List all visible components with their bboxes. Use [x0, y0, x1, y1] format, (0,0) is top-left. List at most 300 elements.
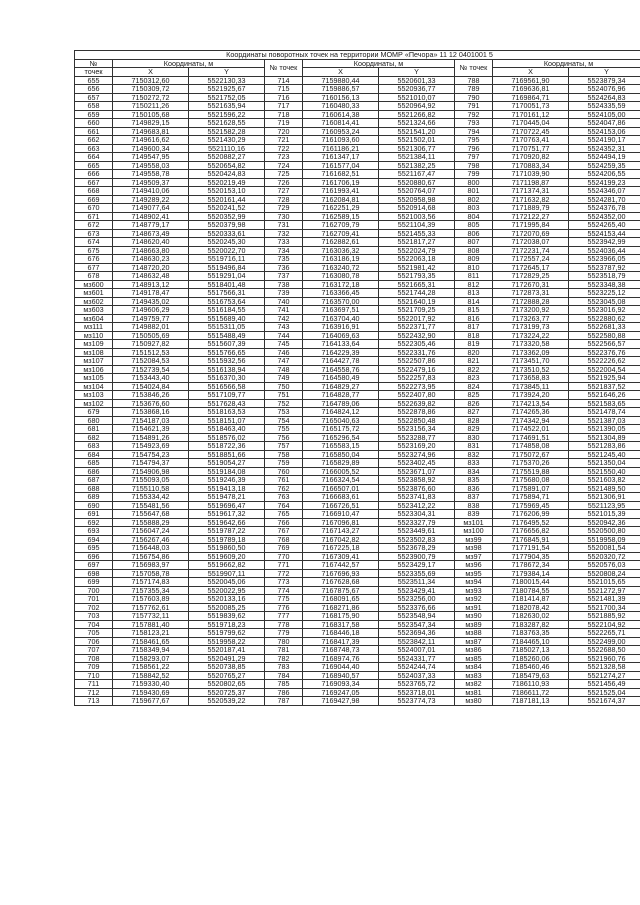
- cell-x: 7172122,27: [493, 212, 569, 221]
- cell-x: 7157732,11: [113, 612, 189, 621]
- cell-num: 829: [455, 425, 493, 434]
- cell-x: 7175969,45: [493, 501, 569, 510]
- cell-y: 5517628,43: [189, 399, 265, 408]
- cell-x: 7163704,40: [303, 314, 379, 323]
- header-y-2: Y: [379, 68, 455, 77]
- table-row: [75, 102, 640, 111]
- cell-num: 789: [455, 85, 493, 94]
- cell-y: 5523942,99: [569, 238, 640, 247]
- cell-num: 778: [265, 620, 303, 629]
- cell-x: 7176206,99: [493, 510, 569, 519]
- cell-x: 7148632,48: [113, 272, 189, 281]
- cell-num: 685: [75, 459, 113, 468]
- cell-x: 7148663,80: [113, 246, 189, 255]
- cell-num: мз108: [75, 348, 113, 357]
- cell-num: 831: [455, 442, 493, 451]
- cell-num: 727: [265, 187, 303, 196]
- cell-num: 695: [75, 544, 113, 553]
- cell-num: 721: [265, 136, 303, 145]
- cell-x: 7174342,94: [493, 416, 569, 425]
- cell-num: 796: [455, 144, 493, 153]
- cell-y: 5520133,16: [189, 595, 265, 604]
- cell-x: 7148779,17: [113, 221, 189, 230]
- cell-num: 830: [455, 433, 493, 442]
- cell-num: мз603: [75, 306, 113, 315]
- cell-num: 655: [75, 76, 113, 85]
- cell-num: 673: [75, 229, 113, 238]
- cell-y: 5521817,27: [379, 238, 455, 247]
- cell-y: 5523774,73: [379, 697, 455, 706]
- cell-y: 5518722,36: [189, 442, 265, 451]
- cell-num: 738: [265, 280, 303, 289]
- table-row: [75, 459, 640, 468]
- cell-x: 7175072,67: [493, 450, 569, 459]
- cell-x: 7168446,18: [303, 629, 379, 638]
- cell-x: 7175894,71: [493, 493, 569, 502]
- table-row: [75, 501, 640, 510]
- cell-x: 7159330,40: [113, 680, 189, 689]
- cell-y: 5518576,02: [189, 433, 265, 442]
- cell-x: 7169636,81: [493, 85, 569, 94]
- cell-x: 7161186,21: [303, 144, 379, 153]
- cell-x: 7165850,04: [303, 450, 379, 459]
- table-row: [75, 272, 640, 281]
- cell-num: 675: [75, 246, 113, 255]
- cell-x: 7170445,04: [493, 119, 569, 128]
- cell-y: 5521752,05: [189, 93, 265, 102]
- cell-y: 5518151,07: [189, 416, 265, 425]
- cell-num: мз105: [75, 374, 113, 383]
- cell-x: 7157058,78: [113, 569, 189, 578]
- cell-y: 5522580,88: [569, 331, 640, 340]
- cell-y: 5521272,97: [569, 586, 640, 595]
- cell-num: мз98: [455, 544, 493, 553]
- cell-y: 5519478,21: [189, 493, 265, 502]
- cell-x: 7170920,82: [493, 153, 569, 162]
- table-row: [75, 442, 640, 451]
- cell-x: 7161682,51: [303, 170, 379, 179]
- cell-x: 7162709,41: [303, 229, 379, 238]
- cell-y: 5521628,55: [189, 119, 265, 128]
- cell-y: 5518401,48: [189, 280, 265, 289]
- cell-x: 7158123,21: [113, 629, 189, 638]
- cell-num: 731: [265, 221, 303, 230]
- cell-y: 5520802,65: [189, 680, 265, 689]
- cell-x: 7166683,61: [303, 493, 379, 502]
- cell-x: 7168091,65: [303, 595, 379, 604]
- table-row: [75, 399, 640, 408]
- cell-x: 7156047,24: [113, 527, 189, 536]
- table-row: [75, 195, 640, 204]
- cell-x: 7171374,31: [493, 187, 569, 196]
- cell-y: 5516753,64: [189, 297, 265, 306]
- cell-x: 7150105,68: [113, 110, 189, 119]
- cell-y: 5523449,61: [379, 527, 455, 536]
- cell-y: 5521245,40: [569, 450, 640, 459]
- cell-y: 5519716,11: [189, 255, 265, 264]
- cell-x: 7163240,72: [303, 263, 379, 272]
- cell-num: мз84: [455, 663, 493, 672]
- cell-x: 7162251,29: [303, 204, 379, 213]
- table-row: [75, 76, 640, 85]
- cell-y: 5520654,82: [189, 161, 265, 170]
- cell-num: мз103: [75, 391, 113, 400]
- cell-num: мз600: [75, 280, 113, 289]
- table-row: [75, 561, 640, 570]
- cell-x: 7167096,81: [303, 518, 379, 527]
- cell-y: 5522407,80: [379, 391, 455, 400]
- cell-y: 5520153,10: [189, 187, 265, 196]
- cell-x: 7164829,27: [303, 382, 379, 391]
- cell-num: 680: [75, 416, 113, 425]
- cell-y: 5520491,29: [189, 654, 265, 663]
- cell-x: 7156754,86: [113, 552, 189, 561]
- cell-x: 7149410,06: [113, 187, 189, 196]
- cell-x: 7156983,97: [113, 561, 189, 570]
- cell-y: 5521003,56: [379, 212, 455, 221]
- cell-y: 5521010,07: [379, 93, 455, 102]
- cell-y: 5515311,05: [189, 323, 265, 332]
- cell-y: 5522878,86: [379, 408, 455, 417]
- cell-num: 837: [455, 493, 493, 502]
- table-row: [75, 680, 640, 689]
- cell-y: 5521350,04: [569, 459, 640, 468]
- cell-num: 788: [455, 76, 493, 85]
- cell-x: 7154891,26: [113, 433, 189, 442]
- cell-x: 7150927,82: [113, 340, 189, 349]
- cell-x: 7153443,40: [113, 374, 189, 383]
- cell-num: 764: [265, 501, 303, 510]
- cell-num: 816: [455, 314, 493, 323]
- cell-num: 823: [455, 374, 493, 383]
- cell-y: 5524352,00: [569, 212, 640, 221]
- cell-num: 736: [265, 263, 303, 272]
- table-row: [75, 187, 640, 196]
- cell-num: мз601: [75, 289, 113, 298]
- cell-y: 5522331,76: [379, 348, 455, 357]
- cell-x: 7163080,78: [303, 272, 379, 281]
- cell-x: 7160814,41: [303, 119, 379, 128]
- cell-y: 5521603,82: [569, 476, 640, 485]
- header-coords-2: Координаты, м: [303, 59, 455, 68]
- cell-y: 5515689,40: [189, 314, 265, 323]
- cell-x: 7172873,31: [493, 289, 569, 298]
- cell-y: 5518163,53: [189, 408, 265, 417]
- cell-num: 826: [455, 399, 493, 408]
- cell-y: 5520320,72: [569, 552, 640, 561]
- cell-y: 5516370,30: [189, 374, 265, 383]
- cell-y: 5520942,36: [569, 518, 640, 527]
- cell-x: 7149616,62: [113, 136, 189, 145]
- cell-x: 7175891,07: [493, 484, 569, 493]
- cell-y: 5521525,04: [569, 688, 640, 697]
- cell-y: 5523274,96: [379, 450, 455, 459]
- cell-y: 5523518,79: [569, 272, 640, 281]
- table-row: [75, 374, 640, 383]
- cell-y: 5521744,28: [379, 289, 455, 298]
- header-num-sub-1: точек: [75, 68, 113, 77]
- table-row: [75, 229, 640, 238]
- cell-num: мз106: [75, 365, 113, 374]
- cell-y: 5520022,70: [189, 246, 265, 255]
- cell-x: 7160480,33: [303, 102, 379, 111]
- cell-x: 7179384,14: [493, 569, 569, 578]
- cell-num: 759: [265, 459, 303, 468]
- cell-x: 7165175,72: [303, 425, 379, 434]
- cell-num: 832: [455, 450, 493, 459]
- header-row-bottom: [75, 68, 640, 77]
- cell-x: 7165296,54: [303, 433, 379, 442]
- cell-num: 716: [265, 93, 303, 102]
- table-row: [75, 297, 640, 306]
- cell-y: 5521925,67: [189, 85, 265, 94]
- cell-x: 7164580,49: [303, 374, 379, 383]
- cell-num: мз93: [455, 586, 493, 595]
- cell-y: 5523876,60: [379, 484, 455, 493]
- cell-x: 7158461,65: [113, 637, 189, 646]
- cell-num: 818: [455, 331, 493, 340]
- cell-x: 7168417,39: [303, 637, 379, 646]
- cell-y: 5524281,70: [569, 195, 640, 204]
- table-row: [75, 527, 640, 536]
- cell-y: 5519642,66: [189, 518, 265, 527]
- cell-y: 5519496,84: [189, 263, 265, 272]
- cell-num: 783: [265, 663, 303, 672]
- cell-num: 720: [265, 127, 303, 136]
- cell-y: 5520808,24: [569, 569, 640, 578]
- cell-y: 5523256,00: [379, 595, 455, 604]
- cell-x: 7166726,51: [303, 501, 379, 510]
- cell-x: 7148620,40: [113, 238, 189, 247]
- cell-y: 5521304,89: [569, 433, 640, 442]
- cell-x: 7187181,13: [493, 697, 569, 706]
- coordinates-table: [74, 50, 640, 706]
- cell-num: 766: [265, 518, 303, 527]
- cell-y: 5519246,39: [189, 476, 265, 485]
- cell-x: 7168271,86: [303, 603, 379, 612]
- cell-num: 805: [455, 221, 493, 230]
- cell-x: 7172670,31: [493, 280, 569, 289]
- cell-y: 5515488,49: [189, 331, 265, 340]
- cell-y: 5519718,23: [189, 620, 265, 629]
- cell-num: 774: [265, 586, 303, 595]
- cell-y: 5523787,92: [569, 263, 640, 272]
- cell-num: 825: [455, 391, 493, 400]
- cell-y: 5523502,83: [379, 535, 455, 544]
- cell-y: 5521550,40: [569, 467, 640, 476]
- cell-x: 7173224,22: [493, 331, 569, 340]
- cell-num: мз94: [455, 578, 493, 587]
- cell-num: 787: [265, 697, 303, 706]
- cell-num: 703: [75, 612, 113, 621]
- cell-y: 5522063,18: [379, 255, 455, 264]
- cell-x: 7157603,89: [113, 595, 189, 604]
- cell-x: 7148720,20: [113, 263, 189, 272]
- cell-num: 708: [75, 654, 113, 663]
- cell-num: 717: [265, 102, 303, 111]
- cell-x: 7170161,12: [493, 110, 569, 119]
- cell-y: 5522850,48: [379, 416, 455, 425]
- table-row: [75, 484, 640, 493]
- cell-y: 5520738,85: [189, 663, 265, 672]
- cell-x: 7171632,82: [493, 195, 569, 204]
- cell-y: 5518851,66: [189, 450, 265, 459]
- table-row: [75, 255, 640, 264]
- cell-y: 5519184,08: [189, 467, 265, 476]
- cell-num: мз85: [455, 654, 493, 663]
- cell-y: 5517109,77: [189, 391, 265, 400]
- cell-num: 694: [75, 535, 113, 544]
- cell-num: мз90: [455, 612, 493, 621]
- cell-num: мз100: [455, 527, 493, 536]
- cell-x: 7169427,98: [303, 697, 379, 706]
- cell-x: 7160156,13: [303, 93, 379, 102]
- cell-x: 7185460,46: [493, 663, 569, 672]
- cell-x: 7185260,06: [493, 654, 569, 663]
- cell-num: 795: [455, 136, 493, 145]
- cell-num: 790: [455, 93, 493, 102]
- table-body: [75, 76, 640, 705]
- cell-x: 7173263,77: [493, 314, 569, 323]
- cell-num: 757: [265, 442, 303, 451]
- cell-x: 7160953,24: [303, 127, 379, 136]
- cell-y: 5520914,68: [379, 204, 455, 213]
- cell-y: 5520333,61: [189, 229, 265, 238]
- cell-y: 5519413,18: [189, 484, 265, 493]
- cell-num: 827: [455, 408, 493, 417]
- cell-num: мз88: [455, 629, 493, 638]
- table-row: [75, 204, 640, 213]
- cell-x: 7149600,34: [113, 144, 189, 153]
- cell-num: 838: [455, 501, 493, 510]
- cell-num: 828: [455, 416, 493, 425]
- table-row: [75, 314, 640, 323]
- cell-num: 793: [455, 119, 493, 128]
- cell-y: 5524036,44: [569, 246, 640, 255]
- cell-y: 5524076,96: [569, 85, 640, 94]
- cell-y: 5521489,50: [569, 484, 640, 493]
- cell-x: 7167143,27: [303, 527, 379, 536]
- cell-x: 7171039,90: [493, 170, 569, 179]
- cell-x: 7157174,83: [113, 578, 189, 587]
- cell-num: 779: [265, 629, 303, 638]
- cell-y: 5519617,32: [189, 510, 265, 519]
- cell-num: 658: [75, 102, 113, 111]
- cell-num: 808: [455, 246, 493, 255]
- table-row: [75, 697, 640, 706]
- cell-y: 5521382,25: [379, 161, 455, 170]
- cell-num: 678: [75, 272, 113, 281]
- cell-y: 5523547,34: [379, 620, 455, 629]
- cell-x: 7169561,90: [493, 76, 569, 85]
- cell-x: 7149558,78: [113, 170, 189, 179]
- cell-num: 749: [265, 374, 303, 383]
- cell-y: 5523671,07: [379, 467, 455, 476]
- cell-y: 5519789,18: [189, 535, 265, 544]
- cell-x: 7164069,63: [303, 331, 379, 340]
- cell-y: 5520765,27: [189, 671, 265, 680]
- table-row: [75, 450, 640, 459]
- cell-x: 7156448,03: [113, 544, 189, 553]
- table-row: [75, 433, 640, 442]
- cell-x: 7163570,00: [303, 297, 379, 306]
- cell-y: 5521582,28: [189, 127, 265, 136]
- cell-num: 817: [455, 323, 493, 332]
- cell-x: 7171198,87: [493, 178, 569, 187]
- cell-x: 7163186,19: [303, 255, 379, 264]
- cell-y: 5524153,44: [569, 229, 640, 238]
- cell-y: 5524206,55: [569, 170, 640, 179]
- cell-y: 5524376,78: [569, 204, 640, 213]
- cell-y: 5524007,01: [379, 646, 455, 655]
- cell-num: мз604: [75, 314, 113, 323]
- cell-y: 5524259,35: [569, 161, 640, 170]
- cell-num: 747: [265, 357, 303, 366]
- table-row: [75, 153, 640, 162]
- cell-x: 7167696,93: [303, 569, 379, 578]
- cell-x: 7162882,61: [303, 238, 379, 247]
- cell-y: 5523429,41: [379, 586, 455, 595]
- cell-x: 7174213,54: [493, 399, 569, 408]
- cell-x: 7163916,91: [303, 323, 379, 332]
- cell-y: 5522499,00: [569, 637, 640, 646]
- table-row: [75, 544, 640, 553]
- cell-x: 7186110,93: [493, 680, 569, 689]
- cell-x: 7175519,88: [493, 467, 569, 476]
- header-x-1: X: [113, 68, 189, 77]
- table-row: [75, 569, 640, 578]
- cell-x: 7168317,58: [303, 620, 379, 629]
- cell-y: 5522639,82: [379, 399, 455, 408]
- cell-y: 5523694,36: [379, 629, 455, 638]
- cell-y: 5518463,40: [189, 425, 265, 434]
- cell-x: 7174522,01: [493, 425, 569, 434]
- cell-x: 7170722,45: [493, 127, 569, 136]
- cell-x: 7149759,77: [113, 314, 189, 323]
- cell-x: 7148913,12: [113, 280, 189, 289]
- cell-x: 7154794,37: [113, 459, 189, 468]
- cell-y: 5524494,19: [569, 153, 640, 162]
- cell-num: 671: [75, 212, 113, 221]
- cell-x: 7161093,60: [303, 136, 379, 145]
- cell-num: 711: [75, 680, 113, 689]
- cell-num: 839: [455, 510, 493, 519]
- cell-num: 666: [75, 170, 113, 179]
- cell-y: 5523355,69: [379, 569, 455, 578]
- header-x-3: X: [493, 68, 569, 77]
- cell-num: 835: [455, 476, 493, 485]
- cell-num: 684: [75, 450, 113, 459]
- cell-x: 7170763,41: [493, 136, 569, 145]
- cell-x: 7148630,23: [113, 255, 189, 264]
- cell-y: 5523858,92: [379, 476, 455, 485]
- table-row: [75, 238, 640, 247]
- table-row: [75, 348, 640, 357]
- cell-num: 775: [265, 595, 303, 604]
- cell-x: 7150312,60: [113, 76, 189, 85]
- cell-num: 811: [455, 272, 493, 281]
- cell-num: 799: [455, 170, 493, 179]
- table-row: [75, 263, 640, 272]
- cell-x: 7167225,18: [303, 544, 379, 553]
- cell-y: 5520245,30: [189, 238, 265, 247]
- cell-y: 5522688,50: [569, 646, 640, 655]
- cell-x: 7177191,54: [493, 544, 569, 553]
- table-row: [75, 212, 640, 221]
- cell-y: 5520500,80: [569, 527, 640, 536]
- cell-x: 7161706,19: [303, 178, 379, 187]
- cell-num: 698: [75, 569, 113, 578]
